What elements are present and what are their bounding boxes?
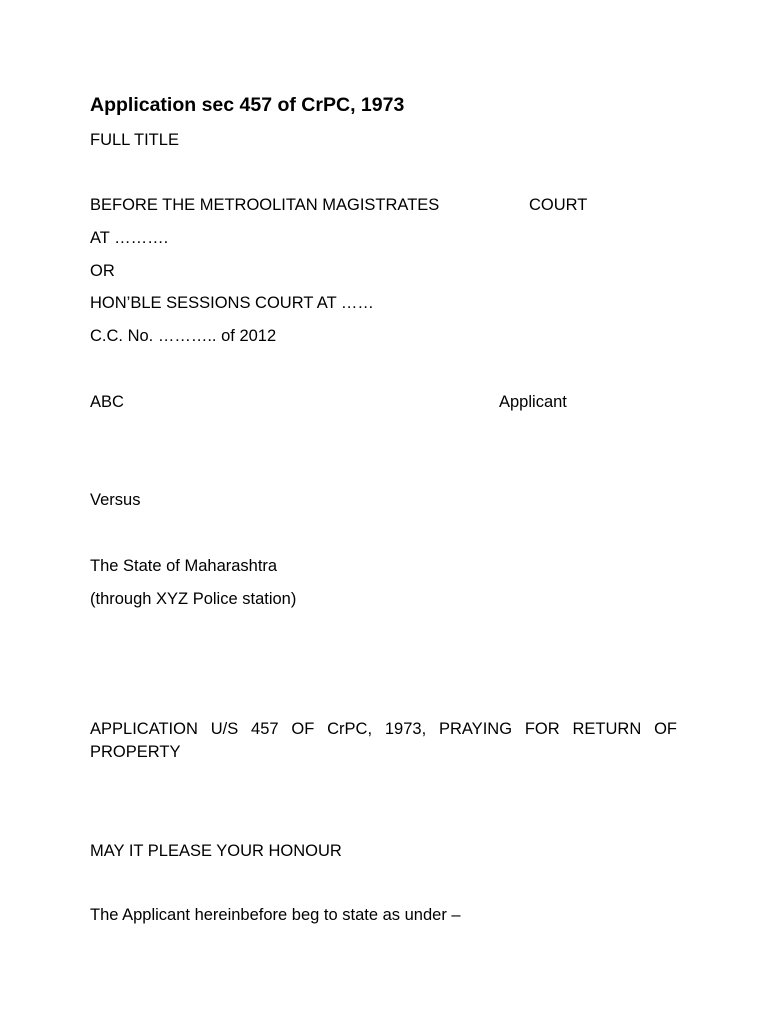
opening-statement: The Applicant hereinbefore beg to state as under –	[90, 906, 461, 924]
application-heading	[90, 718, 677, 764]
versus-line: Versus	[90, 491, 141, 509]
applicant-label: Applicant	[499, 393, 567, 411]
court-line-left: BEFORE THE METROOLITAN MAGISTRATES	[90, 196, 440, 214]
sessions-court-line: HON’BLE SESSIONS COURT AT ……	[90, 294, 374, 312]
application-heading-line2: PROPERTY	[90, 743, 181, 761]
document-title: Application sec 457 of CrPC, 1973	[90, 94, 405, 116]
respondent-name: The State of Maharashtra	[90, 557, 278, 575]
salutation-line: MAY IT PLEASE YOUR HONOUR	[90, 842, 342, 860]
case-number-line: C.C. No. ……….. of 2012	[90, 327, 277, 345]
or-line: OR	[90, 262, 115, 280]
application-heading-line1: APPLICATION U/S 457 OF CrPC, 1973, PRAYING FOR RETURN OF	[90, 720, 677, 738]
full-title-label: FULL TITLE	[90, 131, 179, 149]
respondent-detail: (through XYZ Police station)	[90, 590, 297, 608]
applicant-name: ABC	[90, 393, 124, 411]
court-line-right: COURT	[529, 196, 588, 214]
at-line: AT ……….	[90, 229, 169, 247]
